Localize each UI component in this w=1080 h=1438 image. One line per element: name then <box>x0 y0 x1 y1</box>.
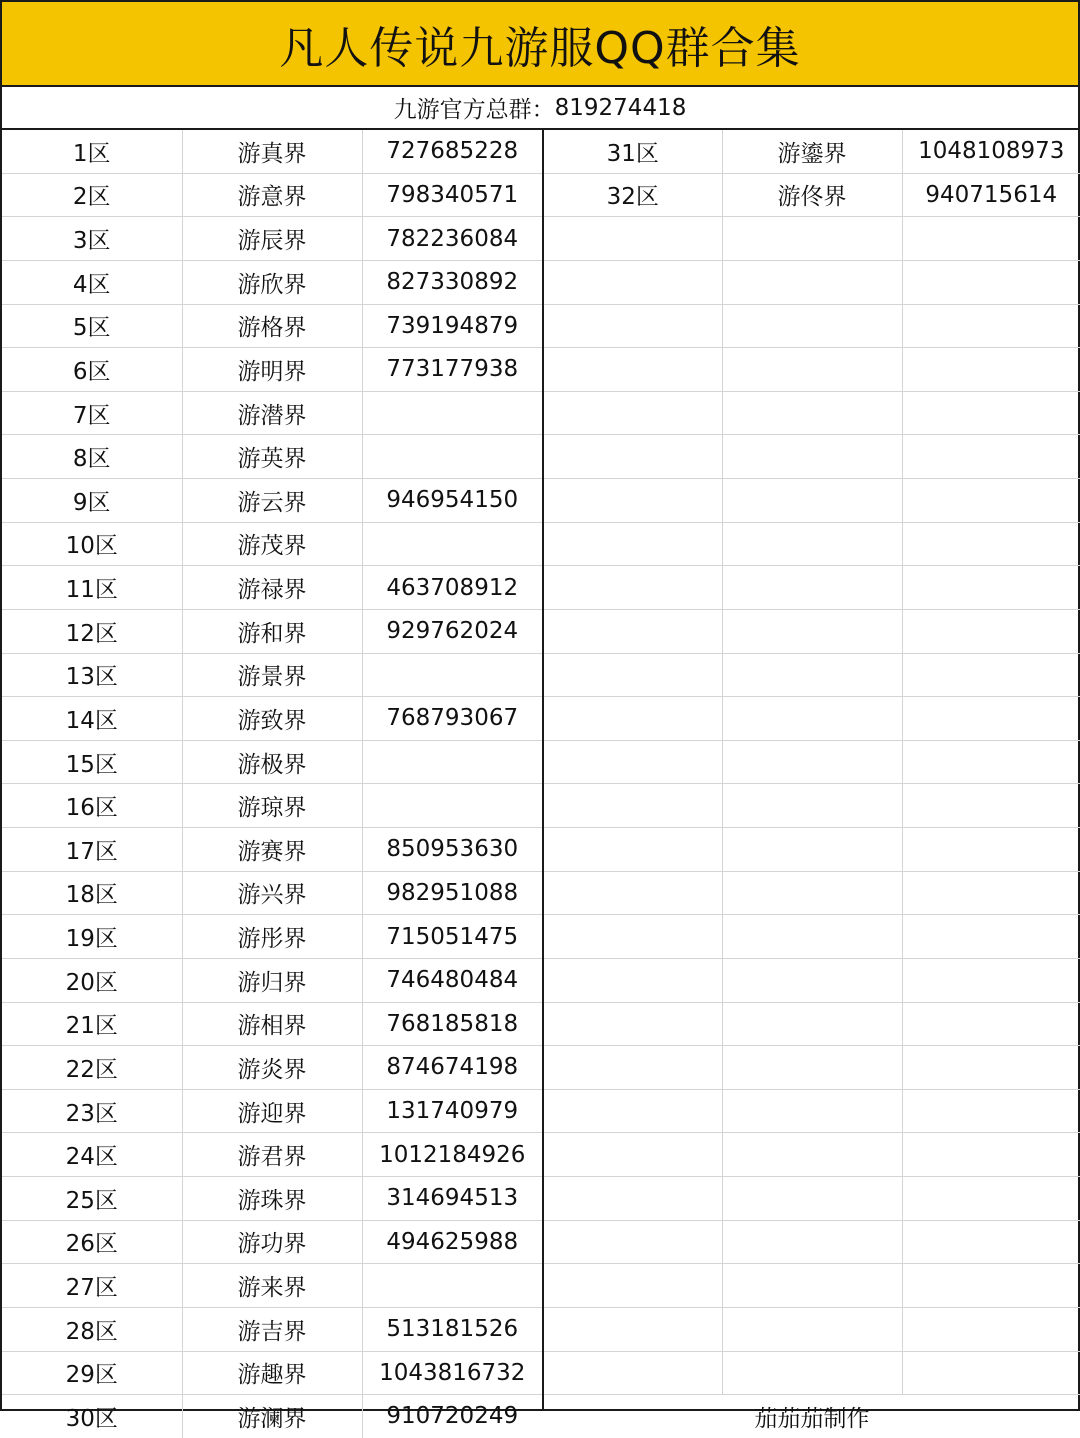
official-group-label: 九游官方总群： <box>393 97 555 123</box>
zone-cell <box>544 348 722 392</box>
zone-cell: 25区 <box>2 1177 182 1221</box>
server-name-cell <box>722 1220 902 1264</box>
zone-cell: 13区 <box>2 653 182 697</box>
table-row <box>544 697 1080 741</box>
table-row <box>2 479 542 523</box>
qq-number-cell: 940715614 <box>902 173 1080 217</box>
zone-cell <box>544 915 722 959</box>
qq-number-cell: 929762024 <box>362 609 542 653</box>
qq-number-cell <box>902 391 1080 435</box>
qq-number-cell: 715051475 <box>362 915 542 959</box>
zone-cell <box>544 391 722 435</box>
table-row <box>2 304 542 348</box>
zone-cell <box>544 653 722 697</box>
server-name-cell: 游欣界 <box>182 260 362 304</box>
table-row <box>2 1133 542 1177</box>
server-name-cell: 游格界 <box>182 304 362 348</box>
server-name-cell: 游和界 <box>182 609 362 653</box>
credit-row <box>544 1395 1080 1438</box>
zone-cell: 17区 <box>2 828 182 872</box>
qq-number-cell: 131740979 <box>362 1089 542 1133</box>
zone-cell <box>544 609 722 653</box>
zone-cell: 1区 <box>2 130 182 173</box>
zone-cell: 12区 <box>2 609 182 653</box>
server-name-cell <box>722 1264 902 1308</box>
zone-cell: 28区 <box>2 1307 182 1351</box>
zone-cell: 9区 <box>2 479 182 523</box>
qq-number-cell <box>902 784 1080 828</box>
server-name-cell: 游景界 <box>182 653 362 697</box>
qq-number-cell: 513181526 <box>362 1307 542 1351</box>
table-row <box>2 697 542 741</box>
zone-cell: 23区 <box>2 1089 182 1133</box>
server-name-cell: 游君界 <box>182 1133 362 1177</box>
server-name-cell <box>722 958 902 1002</box>
qq-number-cell <box>902 435 1080 479</box>
table-row <box>544 1177 1080 1221</box>
table-row <box>2 391 542 435</box>
zone-cell: 6区 <box>2 348 182 392</box>
zone-cell <box>544 828 722 872</box>
qq-number-cell <box>362 784 542 828</box>
table-row <box>2 522 542 566</box>
qq-number-cell: 850953630 <box>362 828 542 872</box>
qq-number-cell: 494625988 <box>362 1220 542 1264</box>
qq-number-cell <box>362 1264 542 1308</box>
table-row <box>544 915 1080 959</box>
server-name-cell <box>722 304 902 348</box>
zone-cell <box>544 304 722 348</box>
qq-number-cell: 768185818 <box>362 1002 542 1046</box>
server-name-cell: 游英界 <box>182 435 362 479</box>
qq-number-cell <box>902 479 1080 523</box>
qq-number-cell: 1043816732 <box>362 1351 542 1395</box>
table-row <box>2 130 542 173</box>
server-name-cell <box>722 1002 902 1046</box>
official-group-line <box>0 87 1080 130</box>
server-name-cell: 游功界 <box>182 1220 362 1264</box>
server-name-cell <box>722 435 902 479</box>
table-row <box>2 217 542 261</box>
zone-cell <box>544 784 722 828</box>
server-name-cell: 游归界 <box>182 958 362 1002</box>
server-name-cell <box>722 784 902 828</box>
zone-cell: 19区 <box>2 915 182 959</box>
table-row <box>544 1133 1080 1177</box>
zone-cell: 3区 <box>2 217 182 261</box>
zone-cell: 8区 <box>2 435 182 479</box>
qq-number-cell: 910720249 <box>386 1403 519 1430</box>
zone-cell: 30区 <box>2 1395 182 1438</box>
qq-number-cell: 827330892 <box>362 260 542 304</box>
server-name-cell: 游辰界 <box>182 217 362 261</box>
zone-cell: 31区 <box>544 130 722 173</box>
table-row <box>2 1220 542 1264</box>
server-name-cell: 游来界 <box>182 1264 362 1308</box>
zone-cell <box>544 1133 722 1177</box>
server-name-cell <box>722 391 902 435</box>
server-name-cell <box>722 828 902 872</box>
server-name-cell: 游兴界 <box>182 871 362 915</box>
server-name-cell: 游极界 <box>182 740 362 784</box>
table-row <box>544 1220 1080 1264</box>
qq-number-cell: 1012184926 <box>362 1133 542 1177</box>
table-row <box>544 348 1080 392</box>
server-name-cell: 游真界 <box>182 130 362 173</box>
qq-number-cell <box>362 435 542 479</box>
qq-number-cell: 727685228 <box>362 130 542 173</box>
table-row <box>544 522 1080 566</box>
qq-number-cell <box>902 653 1080 697</box>
server-name-cell <box>722 479 902 523</box>
qq-number-cell <box>902 217 1080 261</box>
zone-cell <box>544 1351 722 1395</box>
qq-number-cell <box>902 1002 1080 1046</box>
server-name-cell <box>722 566 902 610</box>
zone-cell <box>544 479 722 523</box>
qq-number-cell <box>362 653 542 697</box>
table-row <box>544 1307 1080 1351</box>
zone-cell: 29区 <box>2 1351 182 1395</box>
server-name-cell: 游吉界 <box>182 1307 362 1351</box>
table-row <box>544 260 1080 304</box>
qq-number-cell <box>902 1264 1080 1308</box>
server-name-cell: 游佟界 <box>722 173 902 217</box>
server-name-cell <box>722 740 902 784</box>
table-row <box>2 1307 542 1351</box>
zone-cell: 14区 <box>2 697 182 741</box>
table-row <box>544 653 1080 697</box>
server-name-cell: 游鎏界 <box>722 130 902 173</box>
table-row <box>544 130 1080 173</box>
table-row <box>2 1264 542 1308</box>
table-row <box>2 1046 542 1090</box>
qq-number-cell <box>902 1046 1080 1090</box>
qq-number-cell <box>902 304 1080 348</box>
table-row <box>2 915 542 959</box>
server-name-cell <box>722 1307 902 1351</box>
zone-cell <box>544 1264 722 1308</box>
qq-number-cell <box>902 1351 1080 1395</box>
zone-cell <box>544 566 722 610</box>
zone-cell <box>544 871 722 915</box>
right-zone-table <box>542 130 1080 1432</box>
table-row <box>2 1351 542 1395</box>
zone-cell: 21区 <box>2 1002 182 1046</box>
official-group-number: 819274418 <box>554 94 687 121</box>
table-row <box>544 217 1080 261</box>
qq-number-cell <box>902 1220 1080 1264</box>
server-name-cell: 游彤界 <box>182 915 362 959</box>
server-name-cell: 游相界 <box>182 1002 362 1046</box>
server-name-cell: 游明界 <box>182 348 362 392</box>
table-row <box>544 1002 1080 1046</box>
zone-cell <box>544 1177 722 1221</box>
server-name-cell: 游潜界 <box>182 391 362 435</box>
qq-number-cell <box>362 522 542 566</box>
server-name-cell <box>722 217 902 261</box>
qq-number-cell <box>902 828 1080 872</box>
server-name-cell <box>722 609 902 653</box>
table-row <box>544 1089 1080 1133</box>
zone-cell <box>544 1089 722 1133</box>
table-row <box>544 391 1080 435</box>
server-name-cell: 游赛界 <box>182 828 362 872</box>
qq-number-cell: 463708912 <box>362 566 542 610</box>
server-name-cell <box>722 1089 902 1133</box>
zone-cell: 15区 <box>2 740 182 784</box>
table-row <box>2 958 542 1002</box>
table-row <box>2 1177 542 1221</box>
server-name-cell <box>722 260 902 304</box>
qq-number-cell <box>902 871 1080 915</box>
table-row <box>2 1395 542 1438</box>
page-title: 凡人传说九游服QQ群合集 <box>0 0 1080 87</box>
qq-number-cell: 746480484 <box>362 958 542 1002</box>
table-row <box>544 609 1080 653</box>
table-row <box>2 609 542 653</box>
table-row <box>544 784 1080 828</box>
zone-cell <box>544 958 722 1002</box>
table-row <box>544 479 1080 523</box>
qq-number-cell: 773177938 <box>362 348 542 392</box>
server-name-cell <box>722 697 902 741</box>
server-name-cell: 游趣界 <box>182 1351 362 1395</box>
zone-cell: 18区 <box>2 871 182 915</box>
server-name-cell <box>722 522 902 566</box>
left-zone-table <box>2 130 542 1432</box>
qq-number-cell: 782236084 <box>362 217 542 261</box>
qq-number-cell: 798340571 <box>362 173 542 217</box>
table-row <box>544 173 1080 217</box>
qq-number-cell: 1048108973 <box>902 130 1080 173</box>
zone-cell: 26区 <box>2 1220 182 1264</box>
qq-number-cell <box>902 566 1080 610</box>
qq-number-cell <box>902 740 1080 784</box>
zone-cell <box>544 740 722 784</box>
zone-cell: 20区 <box>2 958 182 1002</box>
zone-grid <box>0 130 1080 1432</box>
zone-cell <box>544 435 722 479</box>
zone-cell: 5区 <box>2 304 182 348</box>
credit-text: 茄茄茄制作 <box>754 1405 870 1432</box>
zone-cell <box>544 697 722 741</box>
qq-number-cell <box>902 697 1080 741</box>
zone-cell: 27区 <box>2 1264 182 1308</box>
table-row <box>544 1351 1080 1395</box>
zone-cell: 2区 <box>2 173 182 217</box>
table-row <box>544 1046 1080 1090</box>
table-row <box>544 828 1080 872</box>
qq-number-cell: 874674198 <box>362 1046 542 1090</box>
zone-cell <box>544 1046 722 1090</box>
table-row <box>2 348 542 392</box>
zone-cell: 22区 <box>2 1046 182 1090</box>
zone-cell: 11区 <box>2 566 182 610</box>
zone-cell <box>544 217 722 261</box>
server-name-cell <box>722 1177 902 1221</box>
qq-number-cell: 982951088 <box>362 871 542 915</box>
table-row <box>2 828 542 872</box>
zone-cell <box>544 1002 722 1046</box>
qq-number-cell <box>902 1177 1080 1221</box>
qq-number-cell: 739194879 <box>362 304 542 348</box>
server-name-cell: 游致界 <box>182 697 362 741</box>
zone-cell <box>544 260 722 304</box>
qq-number-cell: 314694513 <box>362 1177 542 1221</box>
zone-cell: 32区 <box>544 173 722 217</box>
zone-cell <box>544 522 722 566</box>
qq-number-cell <box>902 1089 1080 1133</box>
zone-cell <box>544 1307 722 1351</box>
qq-number-cell <box>362 391 542 435</box>
server-name-cell <box>722 1046 902 1090</box>
server-name-cell: 游茂界 <box>182 522 362 566</box>
qq-number-cell <box>902 1133 1080 1177</box>
zone-cell <box>544 1220 722 1264</box>
table-row <box>2 871 542 915</box>
qq-number-cell <box>902 958 1080 1002</box>
table-row <box>544 1264 1080 1308</box>
table-row <box>2 260 542 304</box>
server-name-cell <box>722 871 902 915</box>
zone-cell: 24区 <box>2 1133 182 1177</box>
server-name-cell: 游云界 <box>182 479 362 523</box>
server-name-cell: 游禄界 <box>182 566 362 610</box>
server-name-cell <box>722 348 902 392</box>
zone-cell: 16区 <box>2 784 182 828</box>
zone-cell: 7区 <box>2 391 182 435</box>
qq-number-cell <box>902 609 1080 653</box>
table-row <box>544 871 1080 915</box>
server-name-cell: 游澜界 <box>182 1395 362 1438</box>
server-name-cell: 游炎界 <box>182 1046 362 1090</box>
table-row <box>544 566 1080 610</box>
table-row <box>2 1089 542 1133</box>
table-row <box>544 435 1080 479</box>
server-name-cell <box>722 915 902 959</box>
qq-number-cell: 768793067 <box>362 697 542 741</box>
server-name-cell: 游琼界 <box>182 784 362 828</box>
qq-number-cell <box>902 522 1080 566</box>
server-name-cell <box>722 1351 902 1395</box>
qq-number-cell: 946954150 <box>362 479 542 523</box>
table-row <box>544 958 1080 1002</box>
server-name-cell: 游意界 <box>182 173 362 217</box>
table-row <box>2 1002 542 1046</box>
table-row <box>544 304 1080 348</box>
server-name-cell: 游珠界 <box>182 1177 362 1221</box>
server-name-cell: 游迎界 <box>182 1089 362 1133</box>
qq-number-cell <box>902 260 1080 304</box>
table-row <box>2 173 542 217</box>
zone-cell: 10区 <box>2 522 182 566</box>
server-name-cell <box>722 653 902 697</box>
table-row <box>2 566 542 610</box>
qq-number-cell <box>902 915 1080 959</box>
qq-number-cell <box>902 348 1080 392</box>
table-row <box>2 784 542 828</box>
table-row <box>2 740 542 784</box>
table-row <box>544 740 1080 784</box>
table-row <box>2 653 542 697</box>
zone-cell: 4区 <box>2 260 182 304</box>
qq-number-cell <box>362 740 542 784</box>
server-name-cell <box>722 1133 902 1177</box>
table-row <box>2 435 542 479</box>
qq-number-cell <box>902 1307 1080 1351</box>
